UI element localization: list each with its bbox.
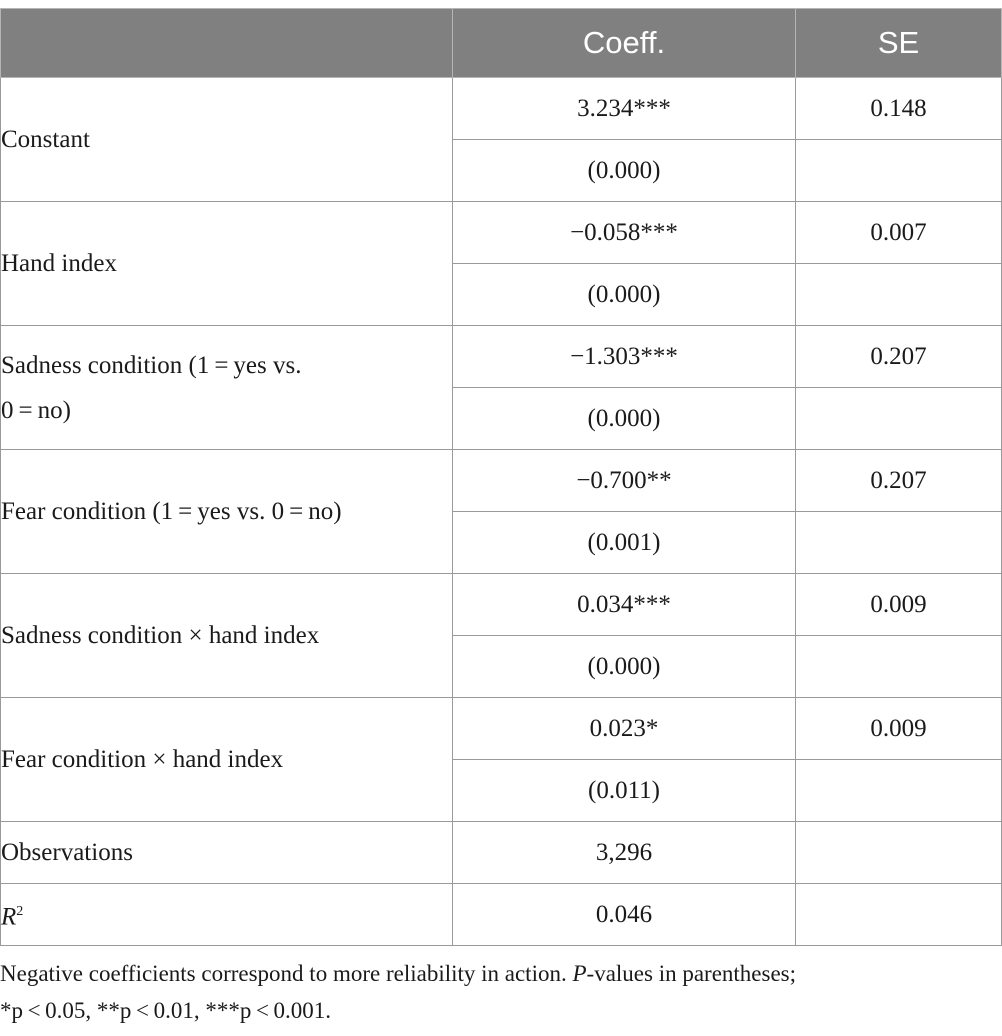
table-row [1,202,1002,264]
row-label-r2 [1,884,453,946]
row-label-sadness-x-hand: Sadness condition × hand index [1,574,453,698]
se-hand-index: 0.007 [796,202,1002,264]
se-empty [796,822,1002,884]
header-empty-cell [1,9,453,78]
se-fear-x-hand: 0.009 [796,698,1002,760]
header-coeff: Coeff. [453,9,796,78]
table-header-row [1,9,1002,78]
coef-sadness-x-hand: 0.034*** [453,574,796,636]
row-label-constant: Constant [1,78,453,202]
table-row [1,326,1002,388]
pvalue-constant: (0.000) [453,140,796,202]
regression-table [0,8,1002,946]
observations-value: 3,296 [453,822,796,884]
coef-hand-index: −0.058*** [453,202,796,264]
table-row [1,450,1002,512]
pvalue-fear-condition: (0.001) [453,512,796,574]
se-fear-condition: 0.207 [796,450,1002,512]
coef-sadness-condition: −1.303*** [453,326,796,388]
se-sadness-condition: 0.207 [796,326,1002,388]
row-label-fear-x-hand: Fear condition × hand index [1,698,453,822]
header-se: SE [796,9,1002,78]
regression-table-container [0,8,1001,946]
pvalue-sadness-x-hand: (0.000) [453,636,796,698]
row-label-sadness-line1: Sadness condition (1 = yes vs. [1,351,302,379]
pvalue-fear-x-hand: (0.011) [453,760,796,822]
pvalue-sadness-condition: (0.000) [453,388,796,450]
se-constant: 0.148 [796,78,1002,140]
pvalue-hand-index: (0.000) [453,264,796,326]
coef-fear-x-hand: 0.023* [453,698,796,760]
se-sadness-x-hand: 0.009 [796,574,1002,636]
footnote-p-italic: P [572,961,587,986]
row-label-observations: Observations [1,822,453,884]
se-empty [796,512,1002,574]
se-empty [796,884,1002,946]
footnote-text-a: Negative coefficients correspond to more reliability in action. [0,961,573,986]
table-row [1,698,1002,760]
coef-constant: 3.234*** [453,78,796,140]
table-row [1,574,1002,636]
se-empty [796,636,1002,698]
row-label-sadness-condition [1,326,453,450]
row-label-hand-index: Hand index [1,202,453,326]
se-empty [796,760,1002,822]
row-label-fear-condition: Fear condition (1 = yes vs. 0 = no) [1,450,453,574]
table-row [1,78,1002,140]
se-empty [796,388,1002,450]
r2-superscript: 2 [16,904,24,920]
se-empty [796,140,1002,202]
footnote-text-b: -values in parentheses; [586,961,797,986]
coef-fear-condition: −0.700** [453,450,796,512]
footnote-line1 [0,955,1000,992]
table-row [1,822,1002,884]
r2-symbol: R [1,903,17,931]
row-label-sadness-line2: 0 = no) [1,396,71,424]
table-footnote [0,955,1000,1029]
se-empty [796,264,1002,326]
footnote-line2: *p < 0.05, **p < 0.01, ***p < 0.001. [0,998,332,1023]
table-row [1,884,1002,946]
r2-value: 0.046 [453,884,796,946]
